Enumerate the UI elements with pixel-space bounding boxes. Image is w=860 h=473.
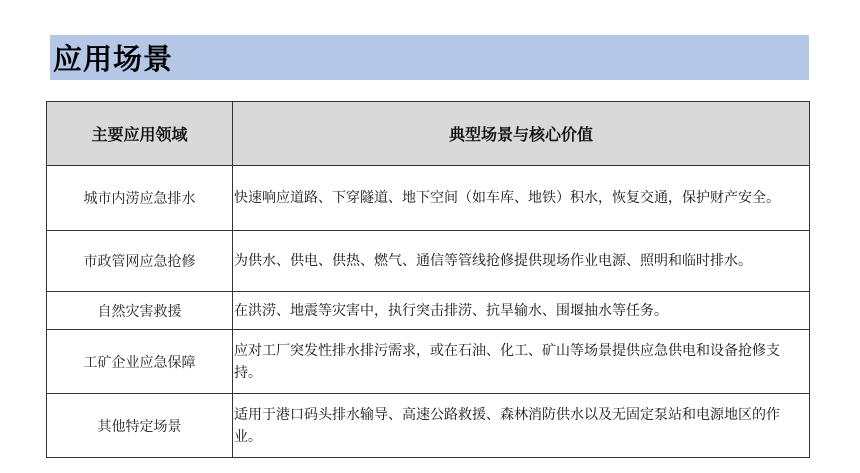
section-title-bar bbox=[50, 35, 809, 80]
application-scenarios-table bbox=[46, 101, 810, 458]
section-title: 应用场景 bbox=[53, 42, 174, 76]
row-field: 工矿企业应急保障 bbox=[47, 330, 233, 394]
table-row bbox=[47, 292, 810, 330]
table-row bbox=[47, 330, 810, 394]
table-row bbox=[47, 166, 810, 231]
row-field: 其他特定场景 bbox=[47, 394, 233, 458]
header-field: 主要应用领域 bbox=[47, 102, 233, 166]
header-value: 典型场景与核心价值 bbox=[233, 102, 810, 166]
row-value: 快速响应道路、下穿隧道、地下空间（如车库、地铁）积水，恢复交通，保护财产安全。 bbox=[233, 166, 810, 231]
row-value: 应对工厂突发性排水排污需求，或在石油、化工、矿山等场景提供应急供电和设备抢修支持。 bbox=[233, 330, 810, 394]
row-field: 自然灾害救援 bbox=[47, 292, 233, 330]
row-value: 为供水、供电、供热、燃气、通信等管线抢修提供现场作业电源、照明和临时排水。 bbox=[233, 231, 810, 292]
table-header-row bbox=[47, 102, 810, 166]
table-row bbox=[47, 231, 810, 292]
row-field: 城市内涝应急排水 bbox=[47, 166, 233, 231]
row-value: 适用于港口码头排水输导、高速公路救援、森林消防供水以及无固定泵站和电源地区的作业。 bbox=[233, 394, 810, 458]
table-row bbox=[47, 394, 810, 458]
row-field: 市政管网应急抢修 bbox=[47, 231, 233, 292]
row-value: 在洪涝、地震等灾害中，执行突击排涝、抗旱输水、围堰抽水等任务。 bbox=[233, 292, 810, 330]
